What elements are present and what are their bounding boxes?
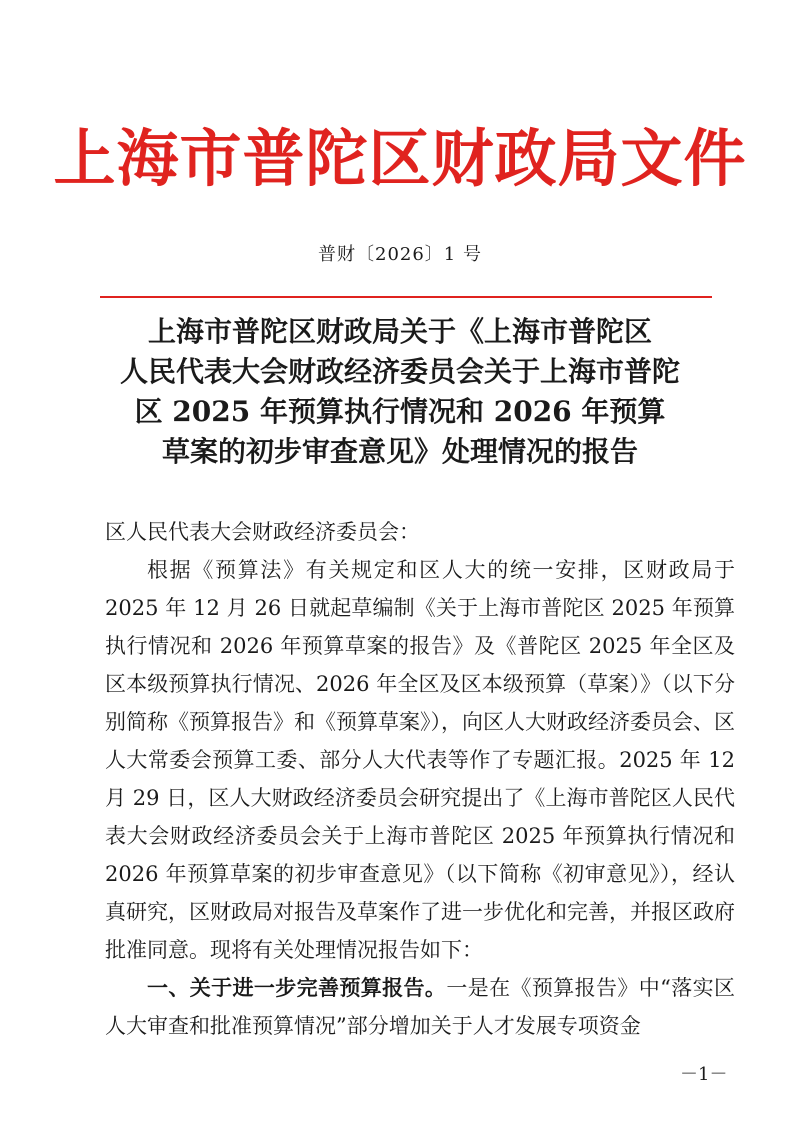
report-title-line-2: 人民代表大会财政经济委员会关于上海市普陀 — [119, 355, 680, 388]
document-number: 普财〔2026〕1 号 — [318, 244, 482, 265]
paragraph-2 — [105, 969, 735, 1045]
document-header-title: 上海市普陀区财政局文件 — [53, 122, 747, 195]
page-number: －1－ — [680, 1064, 728, 1085]
report-title-line-4: 草案的初步审查意见》处理情况的报告 — [161, 435, 638, 468]
red-divider-line — [100, 296, 712, 298]
report-title — [80, 312, 720, 472]
report-title-line-1: 上海市普陀区财政局关于《上海市普陀区 — [147, 315, 652, 348]
report-title-line-3: 区 2025 年预算执行情况和 2026 年预算 — [134, 395, 666, 428]
paragraph-2-heading: 一、关于进一步完善预算报告。 — [147, 975, 447, 1000]
paragraph-1: 根据《预算法》有关规定和区人大的统一安排，区财政局于 2025 年 12 月 26 日就起草编制《关于上海市普陀区 2025 年预算执行情况和 2026 年预算草案的报告》及《普陀区 2025 年全区及区本级预算执行情况、2026 年全区及区本级预算（草案）》（以下分别简称《预算报告》和《预算草案》），向区人大财政经济委员会、区人大常委会预算工委、部分人大代表等作了专题汇报。2025 年 12 月 29 日，区人大财政经济委员会研究提出了《上海市普陀区人民代表大会财政经济委员会关于上海市普陀区 2025 年预算执行情况和 2026 年预算草案的初步审查意见》（以下简称《初审意见》），经认真研究，区财政局对报告及草案作了进一步优化和完善，并报区政府批准同意。现将有关处理情况报告如下： — [105, 558, 735, 962]
salutation: 区人民代表大会财政经济委员会： — [105, 520, 420, 544]
paragraph-2-text: 一是在《预算报告》中“落实区人大审查和批准预算情况”部分增加关于人才发展专项资金 — [105, 976, 735, 1038]
